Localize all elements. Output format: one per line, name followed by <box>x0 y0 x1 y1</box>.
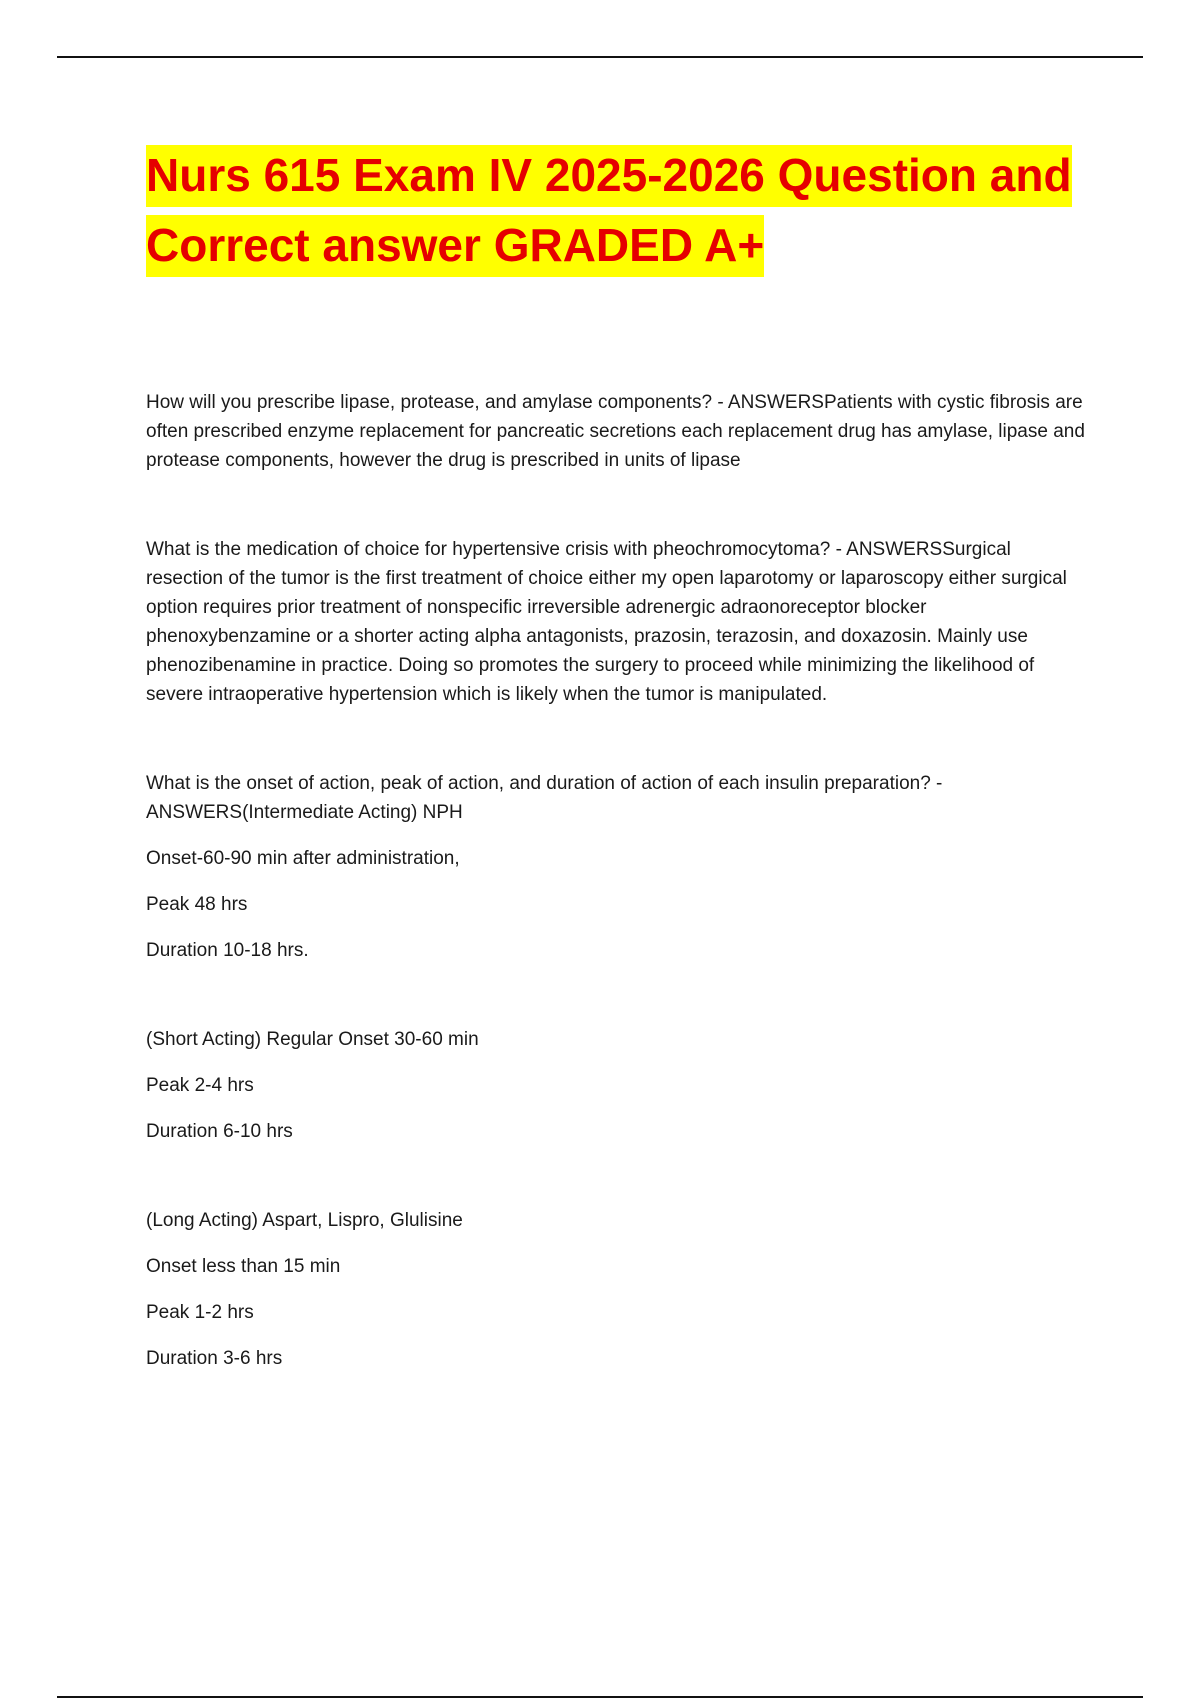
nph-peak: Peak 48 hrs <box>146 894 248 915</box>
regular-duration: Duration 6-10 hrs <box>146 1121 293 1142</box>
rapid-duration: Duration 3-6 hrs <box>146 1348 283 1369</box>
rapid-insulin-group <box>146 1206 1086 1373</box>
rapid-peak: Peak 1-2 hrs <box>146 1302 254 1323</box>
header-rule <box>57 56 1143 58</box>
qa-item-enzyme: How will you prescribe lipase, protease, and amylase components? - ANSWERSPatients with cystic fibrosis are often prescribed enzyme replacement for pancreatic secretions each replacement drug has amylase, lipase and protease components, however the drug is prescribed in units of lipase <box>146 392 1085 471</box>
document-title <box>146 140 1106 280</box>
title-highlight: Nurs 615 Exam IV 2025-2026 Question and Correct answer GRADED A+ <box>146 145 1072 277</box>
document-body <box>146 388 1086 1373</box>
regular-peak: Peak 2-4 hrs <box>146 1075 254 1096</box>
rapid-onset: Onset less than 15 min <box>146 1256 341 1277</box>
qa-item-pheochromocytoma: What is the medication of choice for hypertensive crisis with pheochromocytoma? - ANSWERSSurgical resection of the tumor is the first treatment of choice either my open laparotomy or laparoscopy either surgical option requires prior treatment of nonspecific irreversible adrenergic adraonoreceptor blocker phenoxybenzamine or a shorter acting alpha antagonists, prazosin, terazosin, and doxazosin. Mainly use phenozibenamine in practice. Doing so promotes the surgery to proceed while minimizing the likelihood of severe intraoperative hypertension which is likely when the tumor is manipulated. <box>146 539 1067 705</box>
regular-insulin-group <box>146 1025 1086 1146</box>
nph-onset: Onset-60-90 min after administration, <box>146 848 460 869</box>
qa-item-insulin <box>146 769 1086 1373</box>
rapid-heading: (Long Acting) Aspart, Lispro, Glulisine <box>146 1210 463 1231</box>
insulin-question: What is the onset of action, peak of action, and duration of action of each insulin preparation? - ANSWERS(Intermediate Acting) NPH <box>146 773 943 823</box>
nph-duration: Duration 10-18 hrs. <box>146 940 309 961</box>
footer-rule <box>57 1696 1143 1698</box>
regular-onset: (Short Acting) Regular Onset 30-60 min <box>146 1029 479 1050</box>
